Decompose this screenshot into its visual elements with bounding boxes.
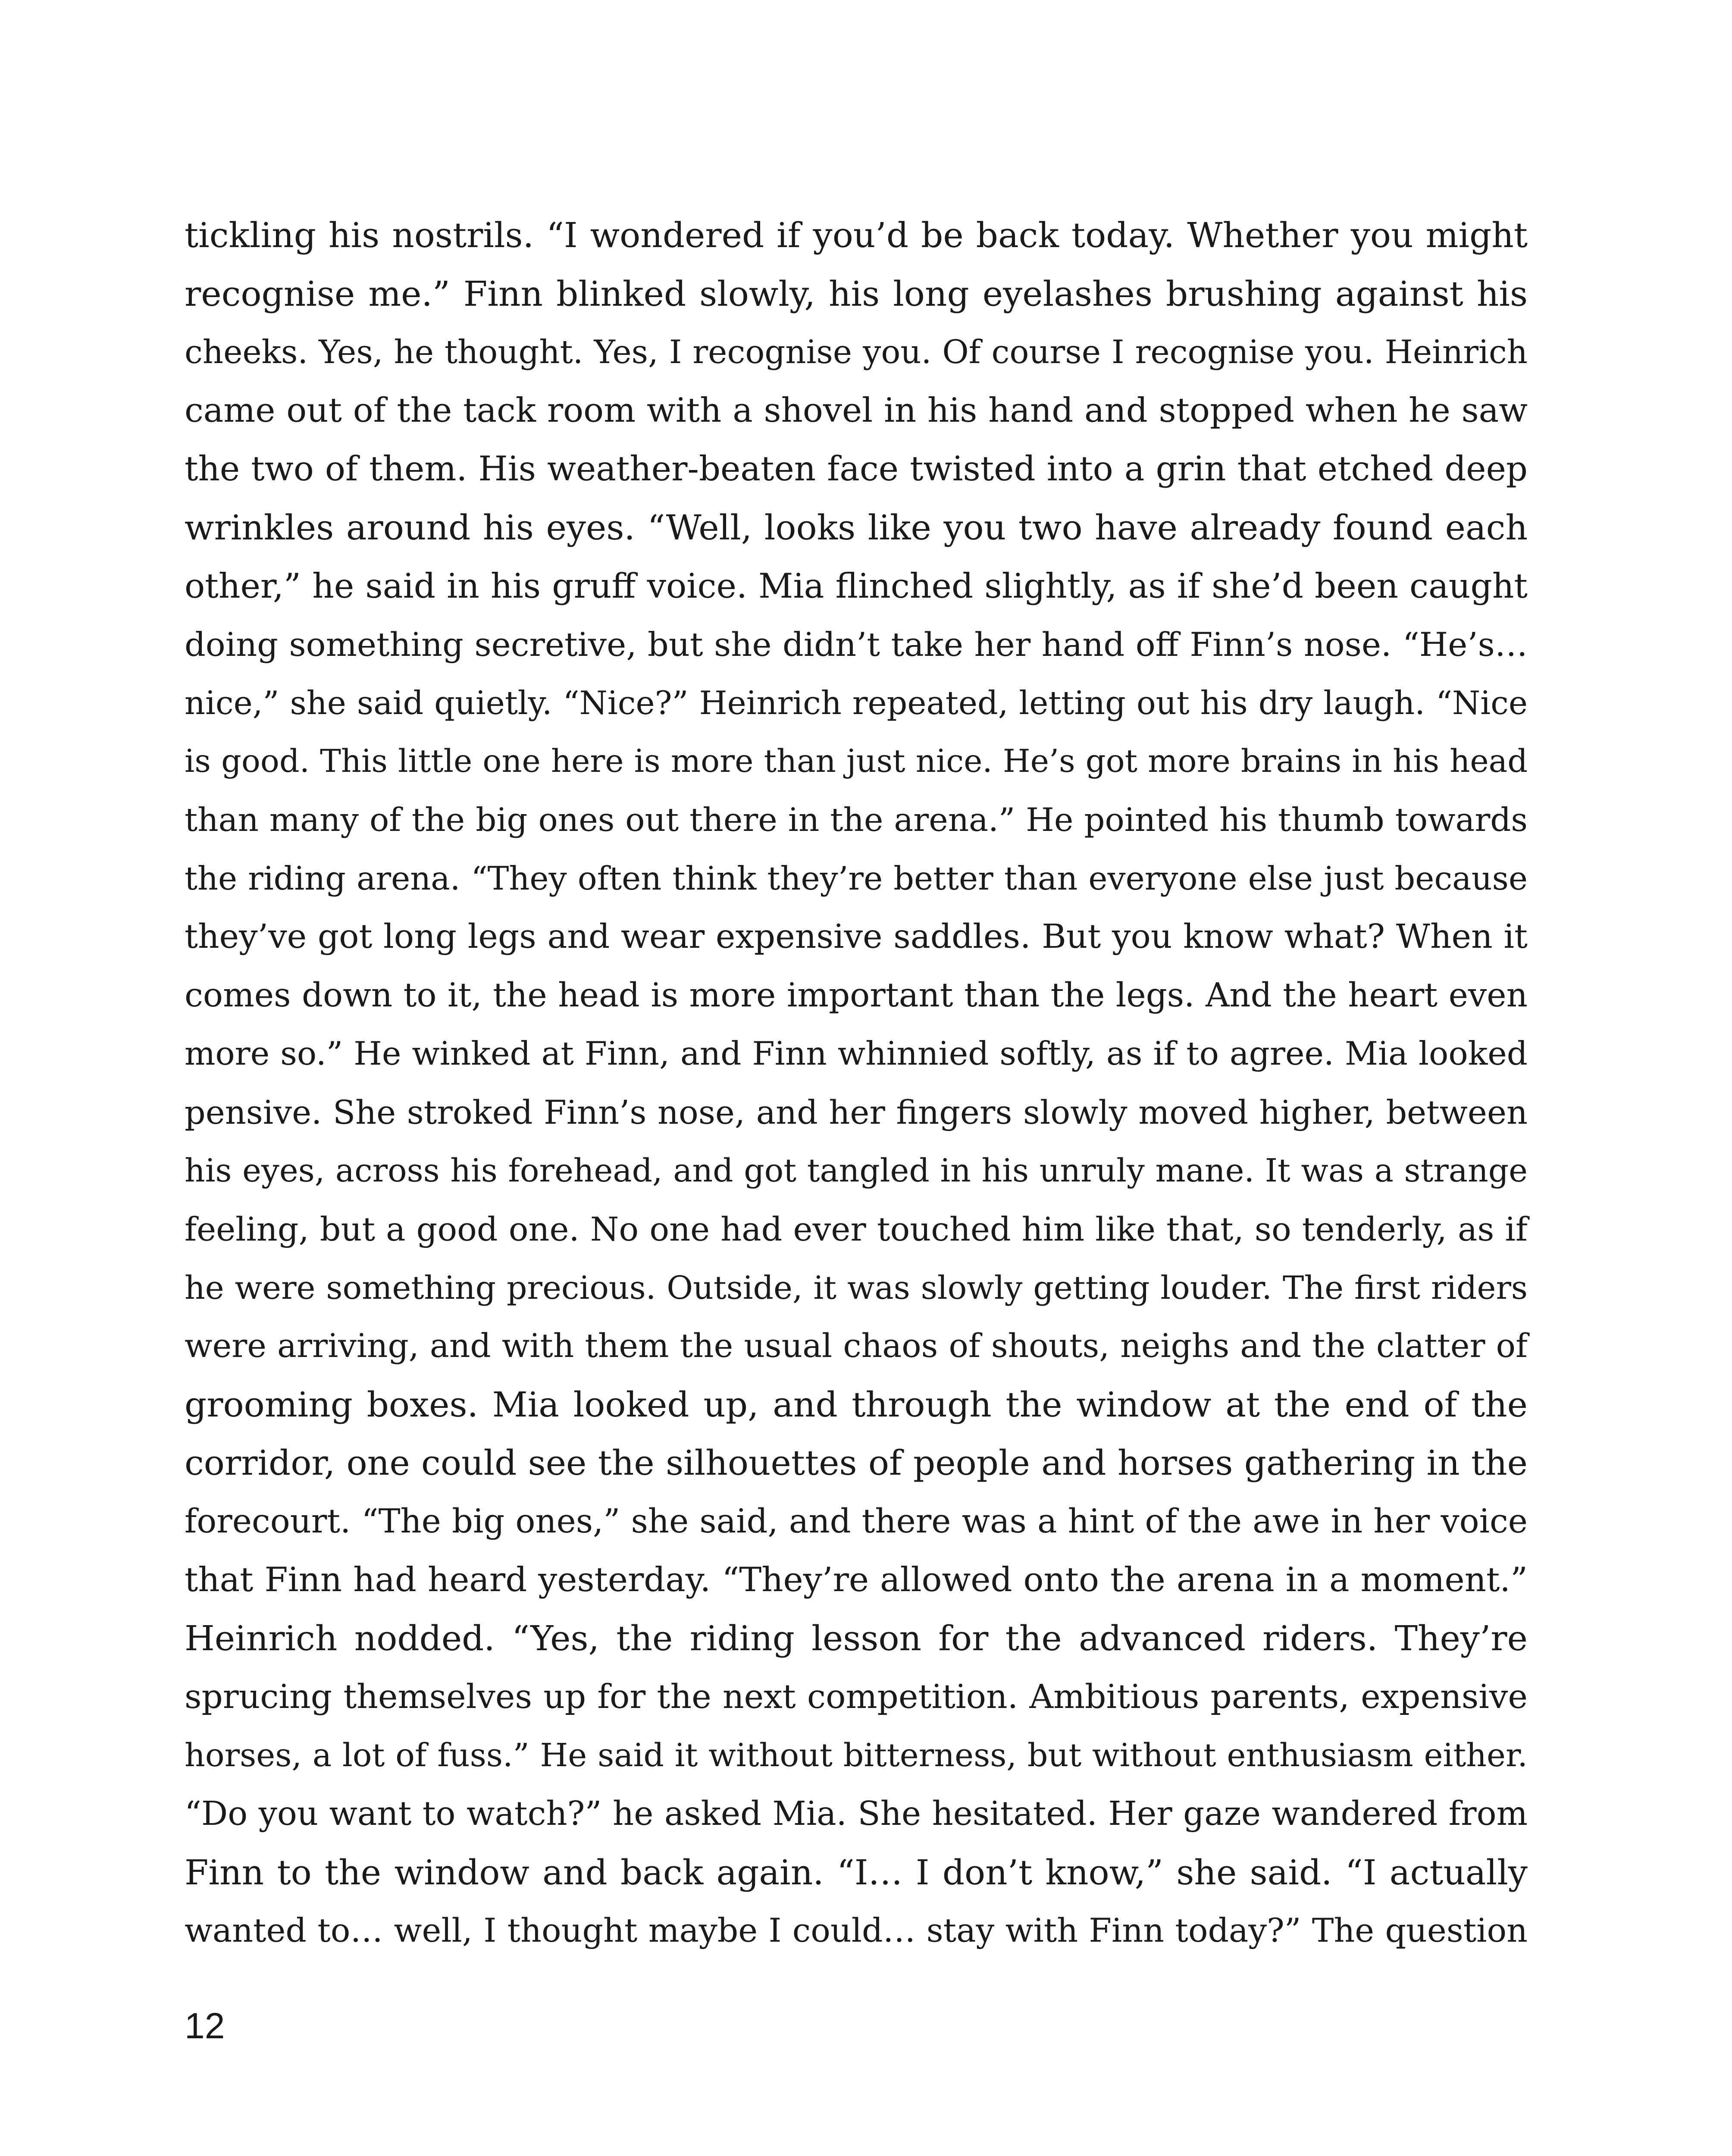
- text-line: forecourt. “The big ones,” she said, and there was a hint of the awe in her voice: [185, 1502, 1528, 1541]
- text-line: recognise me.” Finn blinked slowly, his long eyelashes brushing against his: [185, 273, 1528, 314]
- text-line: doing something secretive, but she didn’t take her hand off Finn’s nose. “He’s…: [185, 625, 1528, 664]
- text-line: sprucing themselves up for the next competition. Ambitious parents, expensive: [185, 1677, 1528, 1716]
- text-line: his eyes, across his forehead, and got tangled in his unruly mane. It was a strange: [185, 1152, 1528, 1189]
- text-line: “Do you want to watch?” he asked Mia. She hesitated. Her gaze wandered from: [185, 1795, 1528, 1833]
- text-line: he were something precious. Outside, it was slowly getting louder. The first riders: [185, 1269, 1528, 1307]
- text-line: horses, a lot of fuss.” He said it without bitterness, but without enthusiasm either.: [185, 1736, 1528, 1774]
- text-line: other,” he said in his gruff voice. Mia flinched slightly, as if she’d been caught: [185, 566, 1528, 606]
- text-line: cheeks. Yes, he thought. Yes, I recognise you. Of course I recognise you. Heinrich: [185, 333, 1528, 371]
- text-line: pensive. She stroked Finn’s nose, and her fingers slowly moved higher, between: [185, 1093, 1528, 1131]
- page-number: 12: [185, 2006, 225, 2046]
- text-line: more so.” He winked at Finn, and Finn whinnied softly, as if to agree. Mia looked: [185, 1034, 1528, 1073]
- text-line: Heinrich nodded. “Yes, the riding lesson for the advanced riders. They’re: [185, 1618, 1528, 1659]
- text-line: that Finn had heard yesterday. “They’re allowed onto the arena in a moment.”: [185, 1560, 1528, 1599]
- text-line: came out of the tack room with a shovel in his hand and stopped when he saw: [185, 391, 1528, 430]
- text-line: is good. This little one here is more than just nice. He’s got more brains in his head: [185, 743, 1528, 780]
- text-line: Finn to the window and back again. “I… I don’t know,” she said. “I actually: [185, 1852, 1528, 1893]
- text-line: feeling, but a good one. No one had ever touched him like that, so tenderly, as if: [185, 1210, 1528, 1249]
- text-line: wrinkles around his eyes. “Well, looks like you two have already found each: [185, 507, 1528, 548]
- text-line: grooming boxes. Mia looked up, and through the window at the end of the: [185, 1384, 1528, 1425]
- text-line: corridor, one could see the silhouettes of people and horses gathering in the: [185, 1443, 1528, 1483]
- text-line: comes down to it, the head is more important than the legs. And the heart even: [185, 976, 1528, 1015]
- text-line: were arriving, and with them the usual chaos of shouts, neighs and the clatter of: [185, 1327, 1528, 1365]
- text-line: wanted to… well, I thought maybe I could… stay with Finn today?” The question: [185, 1912, 1528, 1950]
- text-line: tickling his nostrils. “I wondered if you’d be back today. Whether you might: [185, 215, 1528, 255]
- text-line: the riding arena. “They often think they’re better than everyone else just because: [185, 859, 1528, 897]
- text-line: they’ve got long legs and wear expensive saddles. But you know what? When it: [185, 918, 1528, 956]
- body-text: [185, 206, 1528, 1960]
- text-line: than many of the big ones out there in the arena.” He pointed his thumb towards: [185, 800, 1528, 839]
- text-line: the two of them. His weather-beaten face twisted into a grin that etched deep: [185, 449, 1528, 489]
- text-line: nice,” she said quietly. “Nice?” Heinrich repeated, letting out his dry laugh. “Nice: [185, 684, 1528, 722]
